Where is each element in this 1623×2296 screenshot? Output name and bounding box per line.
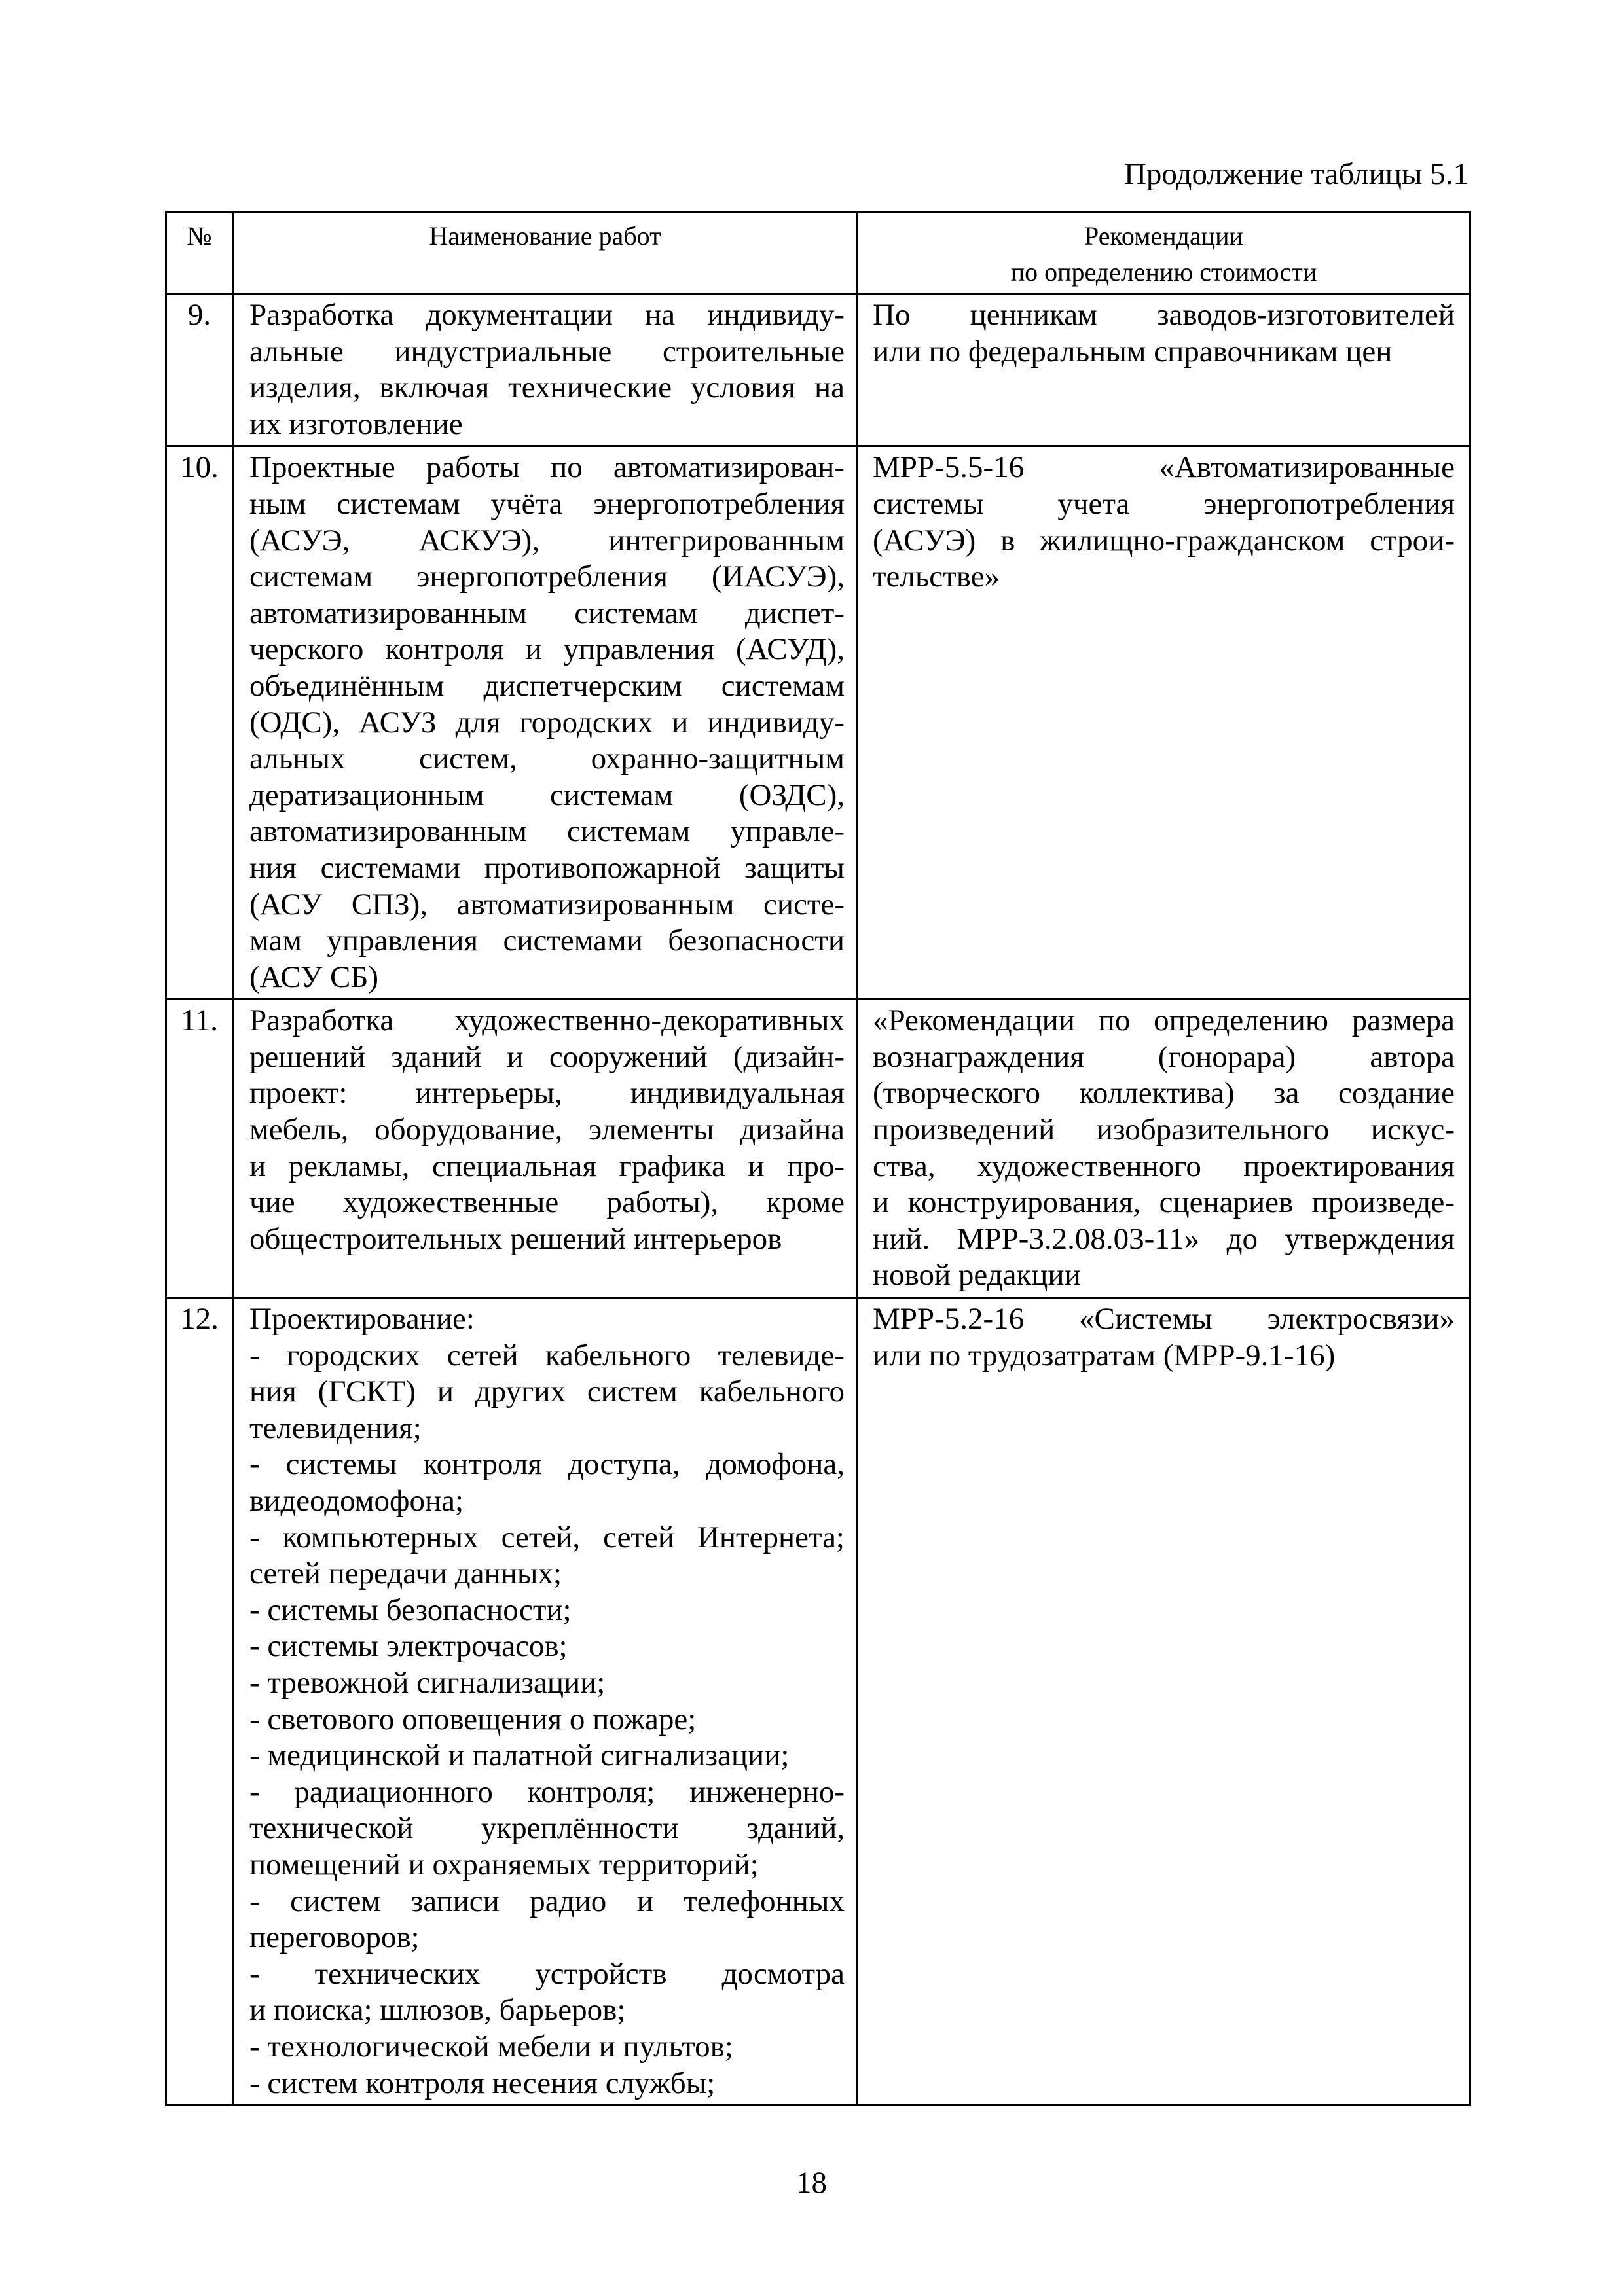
recommendation-cell [858,294,1470,446]
work-name-line: - технологической мебели и пультов; [249,2029,733,2064]
header-recommendations [858,212,1470,294]
work-name-cell [233,294,858,446]
recommendation-line: произведений изобразительного искус- [873,1113,1455,1147]
work-name-line: Проектирование: [249,1302,475,1336]
work-name-line: - технических устройств досмотра [249,1956,845,1991]
recommendation-line: (АСУЭ) в жилищно-гражданском строи- [873,523,1455,558]
work-name-line: - медицинской и палатной сигнализации; [249,1738,790,1773]
recommendation-line: новой редакции [873,1258,1081,1293]
work-name-line: - систем записи радио и телефонных [249,1884,845,1918]
recommendation-line: или по федеральным справочникам цен [873,334,1393,368]
work-name-line: ным системам учёта энергопотребления [249,486,845,521]
table-row [166,294,1470,446]
work-name-line: - системы электрочасов; [249,1629,568,1664]
work-name-line: - систем контроля несения службы; [249,2066,716,2100]
work-name-line: альных систем, охранно-защитным [249,742,845,776]
work-name-line: - светового оповещения о пожаре; [249,1702,697,1736]
recommendation-line: МРР-5.2-16 «Системы электросвязи» [873,1302,1455,1336]
work-name-line: (АСУЭ, АСКУЭ), интегрированным [249,523,845,558]
work-name-line: мебель, оборудование, элементы дизайна [249,1113,845,1147]
work-name-line: чие художественные работы), кроме [249,1185,845,1220]
work-name-line: - компьютерных сетей, сетей Интернета; [249,1520,845,1554]
work-name-line: и рекламы, специальная графика и про- [249,1149,845,1183]
table-row [166,446,1470,999]
work-name-line: дератизационным системам (ОЗДС), [249,778,845,812]
work-name-line: проект: интерьеры, индивидуальная [249,1076,845,1111]
work-name-line: общестроительных решений интерьеров [249,1221,782,1256]
work-name-line: автоматизированным системам диспет- [249,596,845,630]
work-name-line: Разработка документации на индивиду- [249,298,845,332]
header-rec-line2: по определению стоимости [1010,257,1317,287]
work-name-line: решений зданий и сооружений (дизайн- [249,1039,845,1074]
header-num: № [166,212,233,294]
work-name-cell [233,446,858,999]
work-name-line: системам энергопотребления (ИАСУЭ), [249,560,845,594]
header-row [166,212,1470,294]
recommendation-line: ства, художественного проектирования [873,1149,1455,1183]
page-number: 18 [796,2166,827,2200]
work-name-line: телевидения; [249,1410,422,1445]
work-name-line: их изготовление [249,406,463,441]
recommendation-line: «Рекомендации по определению размера [873,1003,1455,1038]
recommendation-line: тельстве» [873,560,1000,594]
recommendation-cell [858,999,1470,1298]
table-body [166,294,1470,2106]
recommendation-line: (творческого коллектива) за создание [873,1076,1455,1111]
work-name-line: объединённым диспетчерским системам [249,668,845,703]
row-number: 11. [166,999,233,1298]
work-name-line: мам управления системами безопасности [249,924,845,958]
recommendation-cell [858,446,1470,999]
recommendation-line: или по трудозатратам (МРР-9.1-16) [873,1338,1336,1372]
work-name-line: Проектные работы по автоматизирован- [249,450,845,485]
work-name-line: - радиационного контроля; инженерно- [249,1774,845,1809]
work-name-line: переговоров; [249,1920,420,1955]
work-name-line: - системы контроля доступа, домофона, [249,1447,845,1482]
work-name-line: видеодомофона; [249,1484,464,1518]
recommendation-line: ний. МРР-3.2.08.03-11» до утверждения [873,1221,1455,1256]
work-name-line: - городских сетей кабельного телевиде- [249,1338,845,1372]
work-name-line: изделия, включая технические условия на [249,370,845,405]
row-number: 12. [166,1298,233,2106]
table-continuation-label: Продолжение таблицы 5.1 [1123,157,1468,191]
work-name-cell [233,999,858,1298]
work-name-line: ния (ГСКТ) и других систем кабельного [249,1374,845,1409]
work-name-line: автоматизированным системам управле- [249,814,845,849]
work-name-line: (ОДС), АСУЗ для городских и индивиду- [249,705,845,740]
work-name-line: помещений и охраняемых территорий; [249,1847,759,1882]
work-name-line: черского контроля и управления (АСУД), [249,632,845,667]
work-name-line: сетей передачи данных; [249,1556,562,1591]
work-name-cell [233,1298,858,2106]
recommendation-cell [858,1298,1470,2106]
work-name-line: - системы безопасности; [249,1592,572,1627]
work-name-line: и поиска; шлюзов, барьеров; [249,1993,626,2028]
recommendation-line: системы учета энергопотребления [873,486,1455,521]
work-name-line: (АСУ СБ) [249,960,378,994]
table-row [166,999,1470,1298]
recommendation-line: По ценникам заводов-изготовителей [873,298,1455,332]
work-name-line: альные индустриальные строительные [249,334,845,368]
work-name-line: (АСУ СПЗ), автоматизированным систе- [249,887,845,922]
header-name: Наименование работ [233,212,858,294]
header-rec-line1: Рекомендации [1084,221,1243,251]
work-name-line: Разработка художественно-декоративных [249,1003,845,1038]
table-header [166,212,1470,294]
work-name-line: - тревожной сигнализации; [249,1665,606,1700]
recommendation-line: МРР-5.5-16 «Автоматизированные [873,450,1455,485]
work-name-line: технической укреплённости зданий, [249,1811,845,1846]
row-number: 10. [166,446,233,999]
table-row [166,1298,1470,2106]
work-name-line: ния системами противопожарной защиты [249,850,845,885]
row-number: 9. [166,294,233,446]
works-table [165,211,1471,2106]
recommendation-line: вознаграждения (гонорара) автора [873,1039,1455,1074]
recommendation-line: и конструирования, сценариев произведе- [873,1185,1455,1220]
